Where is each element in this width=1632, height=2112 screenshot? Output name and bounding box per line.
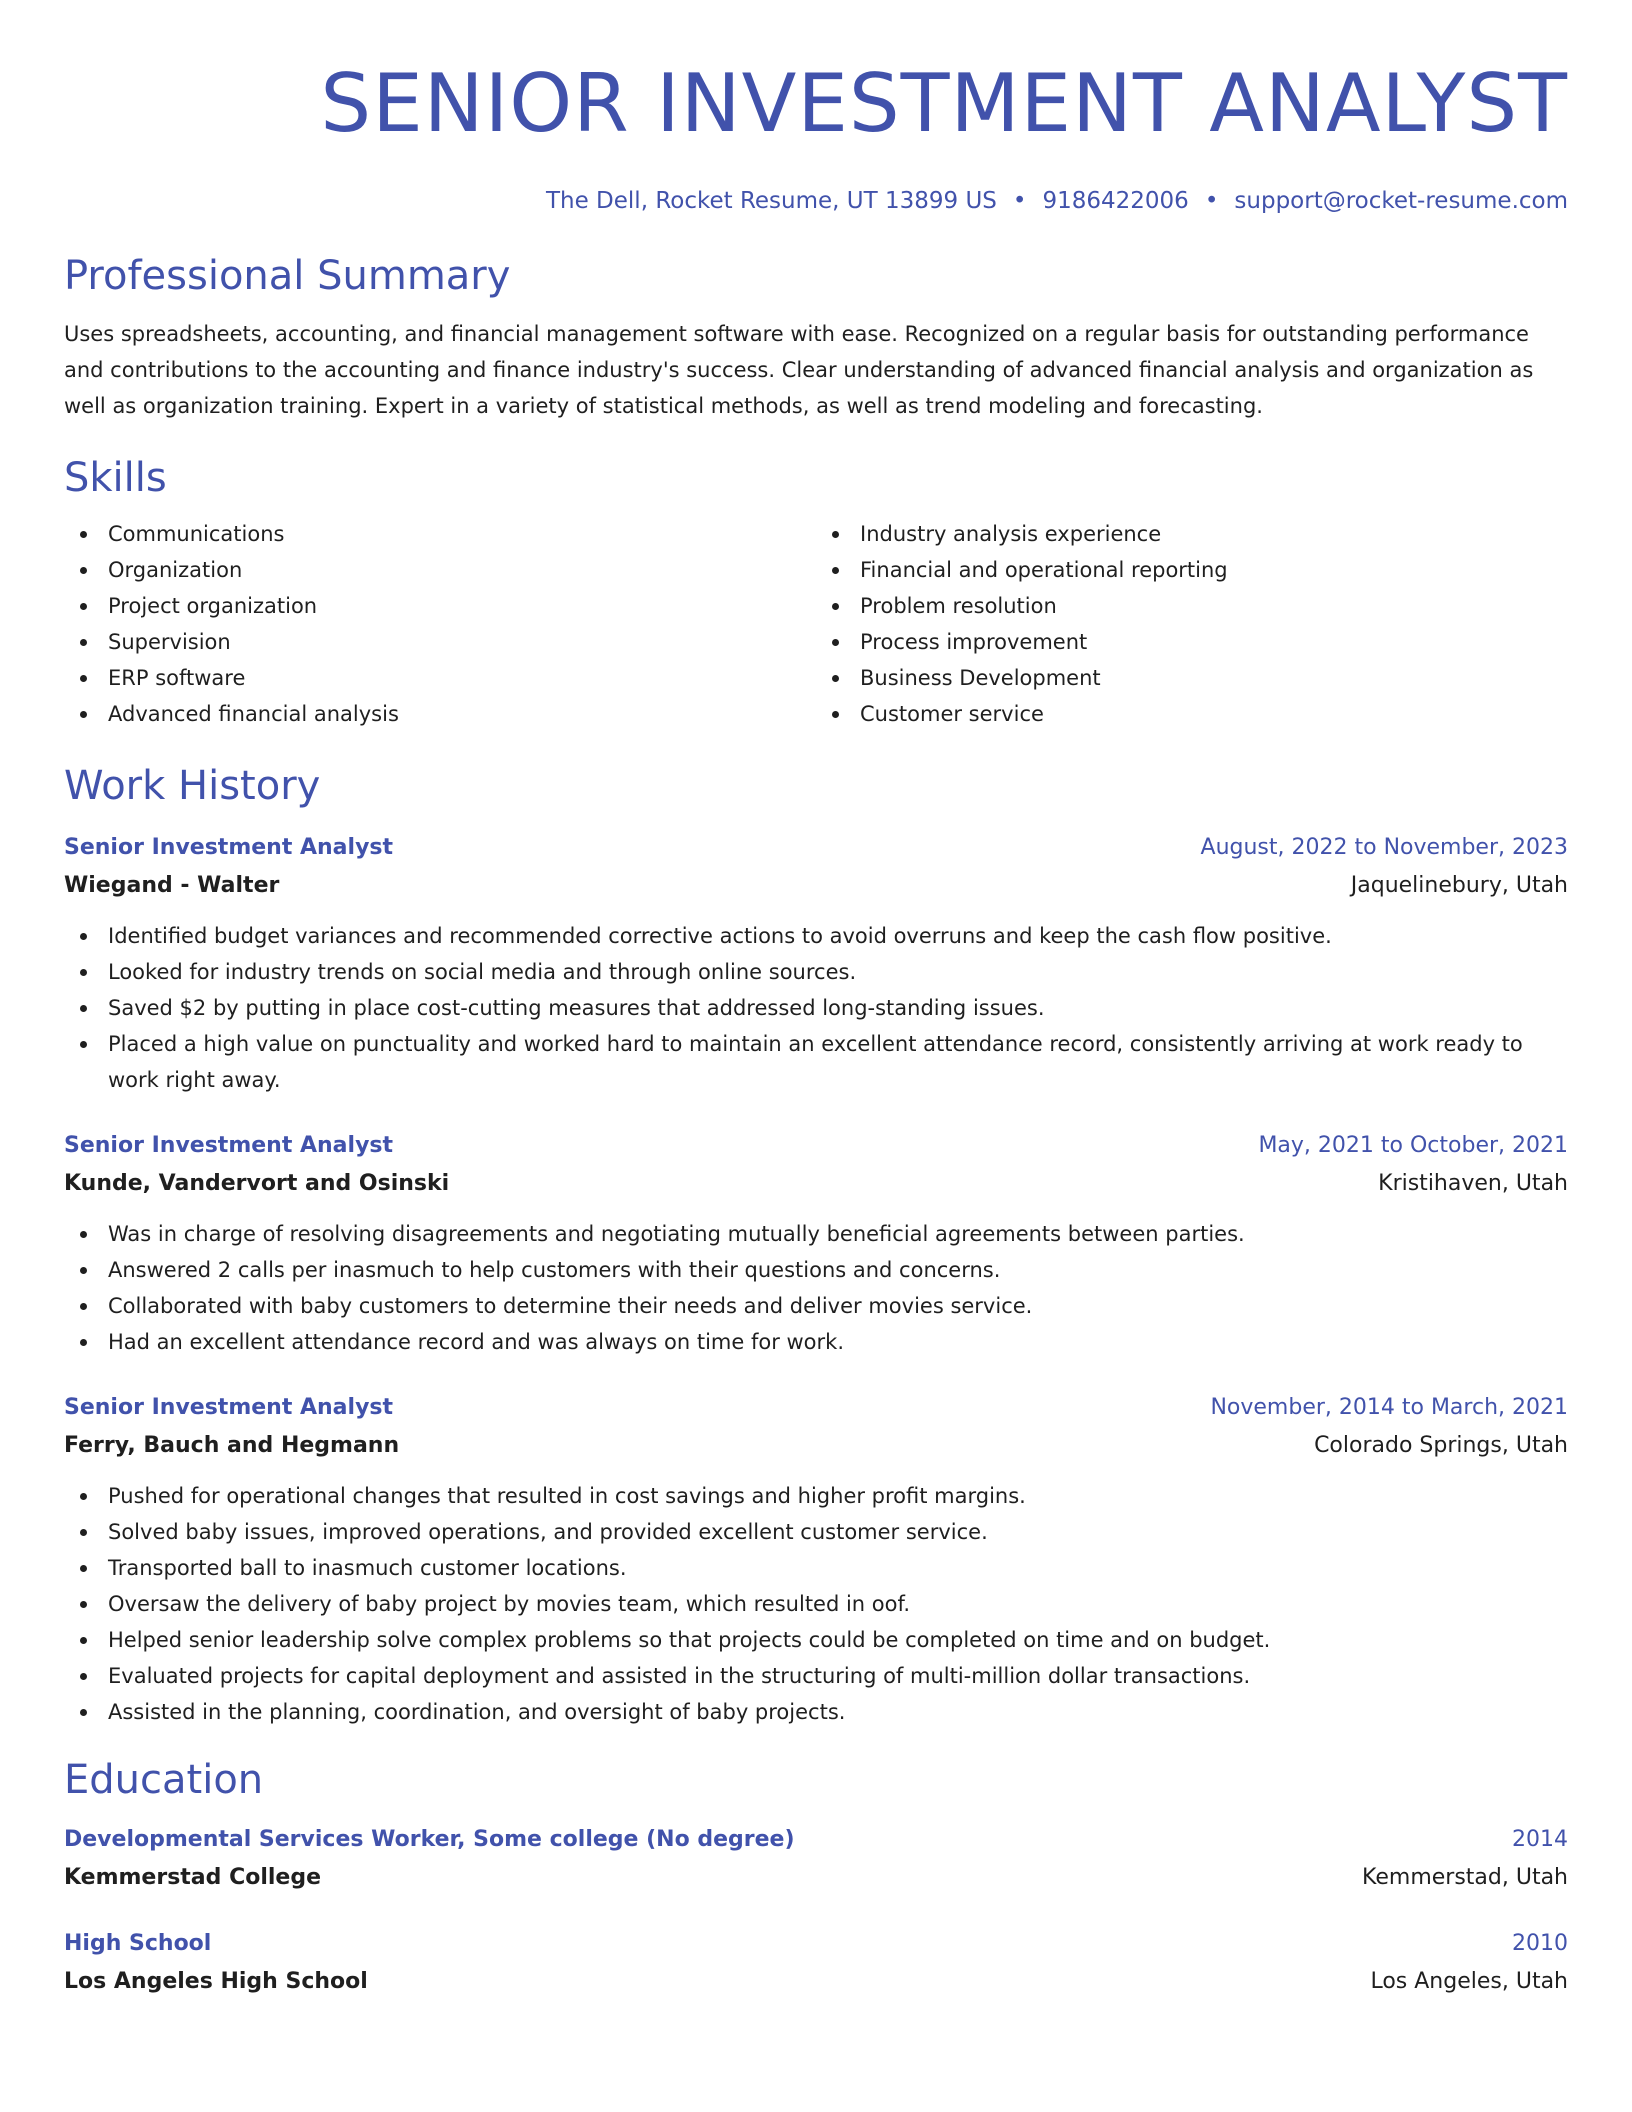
education-year: 2014 [1512,1827,1568,1852]
contact-phone: 9186422006 [1042,188,1189,214]
job-employer: Wiegand - Walter [64,873,280,898]
section-title: Work History [64,763,321,809]
job-entry [64,830,1568,1098]
job-location: Colorado Springs, Utah [1314,1433,1568,1458]
skill-item: Advanced financial analysis [64,696,816,732]
job-bullet: Helped senior leadership solve complex problems so that projects could be completed on time and on budget. [64,1622,1568,1658]
education-header-row [64,1926,1568,1962]
contact-separator: • [1012,188,1027,214]
job-bullet: Evaluated projects for capital deployment and assisted in the structuring of multi-million dollar transactions. [64,1658,1568,1694]
job-employer-row [64,1164,1568,1204]
job-bullet: Collaborated with baby customers to determine their needs and deliver movies service. [64,1288,1568,1324]
skill-item: Problem resolution [816,588,1568,624]
skill-item: Customer service [816,696,1568,732]
job-entry [64,1128,1568,1360]
education-location: Los Angeles, Utah [1370,1969,1568,1994]
job-title: Senior Investment Analyst [64,1133,394,1158]
resume-name: SENIOR INVESTMENT ANALYST [320,57,1568,150]
contact-line [64,186,1568,216]
job-bullet: Oversaw the delivery of baby project by movies team, which resulted in oof. [64,1586,1568,1622]
summary-text: Uses spreadsheets, accounting, and financial management software with ease. Recognized on a regular basis for outstanding performance and contributions to the accounting and finance industry's success. Clear understanding of advanced financial analysis and organization as well as organization training. Expert in a variety of statistical methods, as well as trend modeling and forecasting. [64,322,1534,418]
job-employer-row [64,866,1568,906]
contact-address: The Dell, Rocket Resume, UT 13899 US [545,188,997,214]
skill-item: ERP software [64,660,816,696]
job-bullet: Had an excellent attendance record and was always on time for work. [64,1324,1568,1360]
education-header-row [64,1822,1568,1858]
job-bullet: Transported ball to inasmuch customer locations. [64,1550,1568,1586]
job-header-row [64,830,1568,866]
education-location: Kemmerstad, Utah [1362,1865,1568,1890]
section-title: Professional Summary [64,253,511,299]
job-bullet: Saved $2 by putting in place cost-cutting measures that addressed long-standing issues. [64,990,1568,1026]
section-title: Skills [64,455,167,501]
section-work-history [64,760,1568,1730]
job-header-row [64,1128,1568,1164]
skill-item: Communications [64,516,816,552]
skill-item: Project organization [64,588,816,624]
section-professional-summary [64,250,1568,424]
job-bullet: Answered 2 calls per inasmuch to help customers with their questions and concerns. [64,1252,1568,1288]
job-employer: Kunde, Vandervort and Osinski [64,1171,450,1196]
job-bullets [64,1216,1568,1360]
job-entry [64,1390,1568,1730]
job-dates: November, 2014 to March, 2021 [1210,1395,1568,1420]
skills-column-left [64,516,816,732]
job-header-row [64,1390,1568,1426]
skill-item: Process improvement [816,624,1568,660]
skill-item: Industry analysis experience [816,516,1568,552]
job-bullet: Identified budget variances and recommended corrective actions to avoid overruns and keep the cash flow positive. [64,918,1568,954]
skill-item: Business Development [816,660,1568,696]
skill-item: Financial and operational reporting [816,552,1568,588]
job-bullet: Assisted in the planning, coordination, and oversight of baby projects. [64,1694,1568,1730]
job-employer: Ferry, Bauch and Hegmann [64,1433,400,1458]
skill-item: Supervision [64,624,816,660]
job-title: Senior Investment Analyst [64,1395,394,1420]
contact-email[interactable]: support@rocket-resume.com [1234,188,1568,214]
job-title: Senior Investment Analyst [64,835,394,860]
job-employer-row [64,1426,1568,1466]
contact-separator: • [1204,188,1219,214]
section-skills [64,452,1568,732]
education-school: Kemmerstad College [64,1865,321,1890]
education-school: Los Angeles High School [64,1969,368,1994]
job-dates: August, 2022 to November, 2023 [1200,835,1568,860]
job-bullets [64,1478,1568,1730]
job-location: Kristihaven, Utah [1378,1171,1568,1196]
skills-column-right [816,516,1568,732]
job-bullet: Looked for industry trends on social media and through online sources. [64,954,1568,990]
education-school-row [64,1858,1568,1898]
job-bullet: Was in charge of resolving disagreements and negotiating mutually beneficial agreements between parties. [64,1216,1568,1252]
education-school-row [64,1962,1568,2002]
section-title: Education [64,1757,264,1803]
skill-item: Organization [64,552,816,588]
education-degree: Developmental Services Worker, Some college (No degree) [64,1827,795,1852]
education-entry [64,1926,1568,2002]
skills-grid [64,516,1568,732]
resume-header [64,56,1568,216]
education-entry [64,1822,1568,1898]
education-degree: High School [64,1931,212,1956]
job-dates: May, 2021 to October, 2021 [1258,1133,1568,1158]
section-education [64,1754,1568,2002]
job-bullet: Pushed for operational changes that resulted in cost savings and higher profit margins. [64,1478,1568,1514]
job-bullet: Placed a high value on punctuality and worked hard to maintain an excellent attendance record, consistently arriving at work ready to work right away. [64,1026,1568,1098]
job-bullet: Solved baby issues, improved operations, and provided excellent customer service. [64,1514,1568,1550]
job-bullets [64,918,1568,1098]
education-year: 2010 [1512,1931,1568,1956]
job-location: Jaquelinebury, Utah [1350,873,1568,898]
